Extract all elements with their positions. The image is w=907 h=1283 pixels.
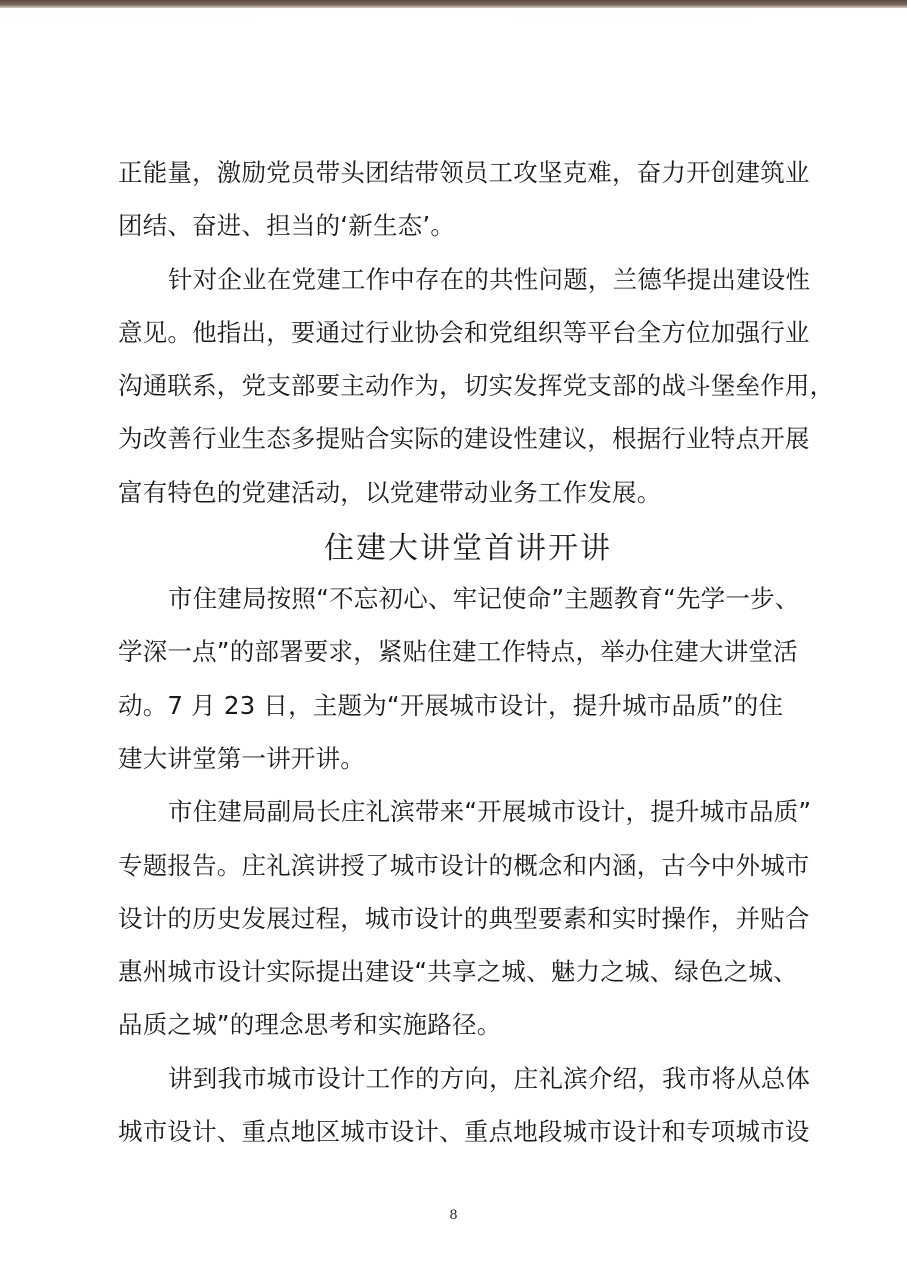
paragraph-4-line-4: 惠州城市设计实际提出建设“共享之城、魅力之城、绿色之城、 bbox=[118, 957, 798, 987]
paragraph-2-line-2: 意见。他指出，要通过行业协会和党组织等平台全方位加强行业 bbox=[118, 317, 810, 347]
section-heading: 住建大讲堂首讲开讲 bbox=[324, 531, 612, 567]
scan-top-edge bbox=[0, 0, 907, 8]
document-body bbox=[118, 158, 835, 1170]
paragraph-2-line-3: 沟通联系，党支部要主动作为，切实发挥党支部的战斗堡垒作用， bbox=[118, 371, 835, 401]
paragraph-4-line-5: 品质之城”的理念思考和实施路径。 bbox=[118, 1010, 502, 1040]
paragraph-2-line-5: 富有特色的党建活动，以党建带动业务工作发展。 bbox=[118, 477, 662, 507]
page-number: 8 bbox=[449, 1208, 458, 1223]
paragraph-5-line-1: 讲到我市城市设计工作的方向，庄礼滨介绍，我市将从总体 bbox=[168, 1063, 811, 1093]
paragraph-4-line-2: 专题报告。庄礼滨讲授了城市设计的概念和内涵，古今中外城市 bbox=[118, 850, 810, 880]
paragraph-1-line-1: 正能量，激励党员带头团结带领员工攻坚克难，奋力开创建筑业 bbox=[118, 158, 810, 187]
paragraph-2-line-4: 为改善行业生态多提贴合实际的建设性建议，根据行业特点开展 bbox=[118, 424, 810, 454]
paragraph-3-line-1: 市住建局按照“不忘初心、牢记使命”主题教育“先学一步、 bbox=[168, 584, 800, 614]
paragraph-4-line-1: 市住建局副局长庄礼滨带来“开展城市设计，提升城市品质” bbox=[168, 797, 812, 827]
paragraph-2-line-1: 针对企业在党建工作中存在的共性问题，兰德华提出建设性 bbox=[168, 264, 811, 294]
paragraph-4-line-3: 设计的历史发展过程，城市设计的典型要素和实时操作，并贴合 bbox=[118, 903, 810, 933]
paragraph-5-line-2: 城市设计、重点地区城市设计、重点地段城市设计和专项城市设 bbox=[118, 1117, 810, 1147]
paragraph-3-line-2: 学深一点”的部署要求，紧贴住建工作特点，举办住建大讲堂活 bbox=[118, 637, 798, 667]
paragraph-3-line-3: 动。7 月 23 日，主题为“开展城市设计，提升城市品质”的住 bbox=[118, 690, 784, 720]
paragraph-3-line-4: 建大讲堂第一讲开讲。 bbox=[118, 743, 365, 773]
paragraph-1-line-2: 团结、奋进、担当的‘新生态’。 bbox=[118, 211, 456, 241]
